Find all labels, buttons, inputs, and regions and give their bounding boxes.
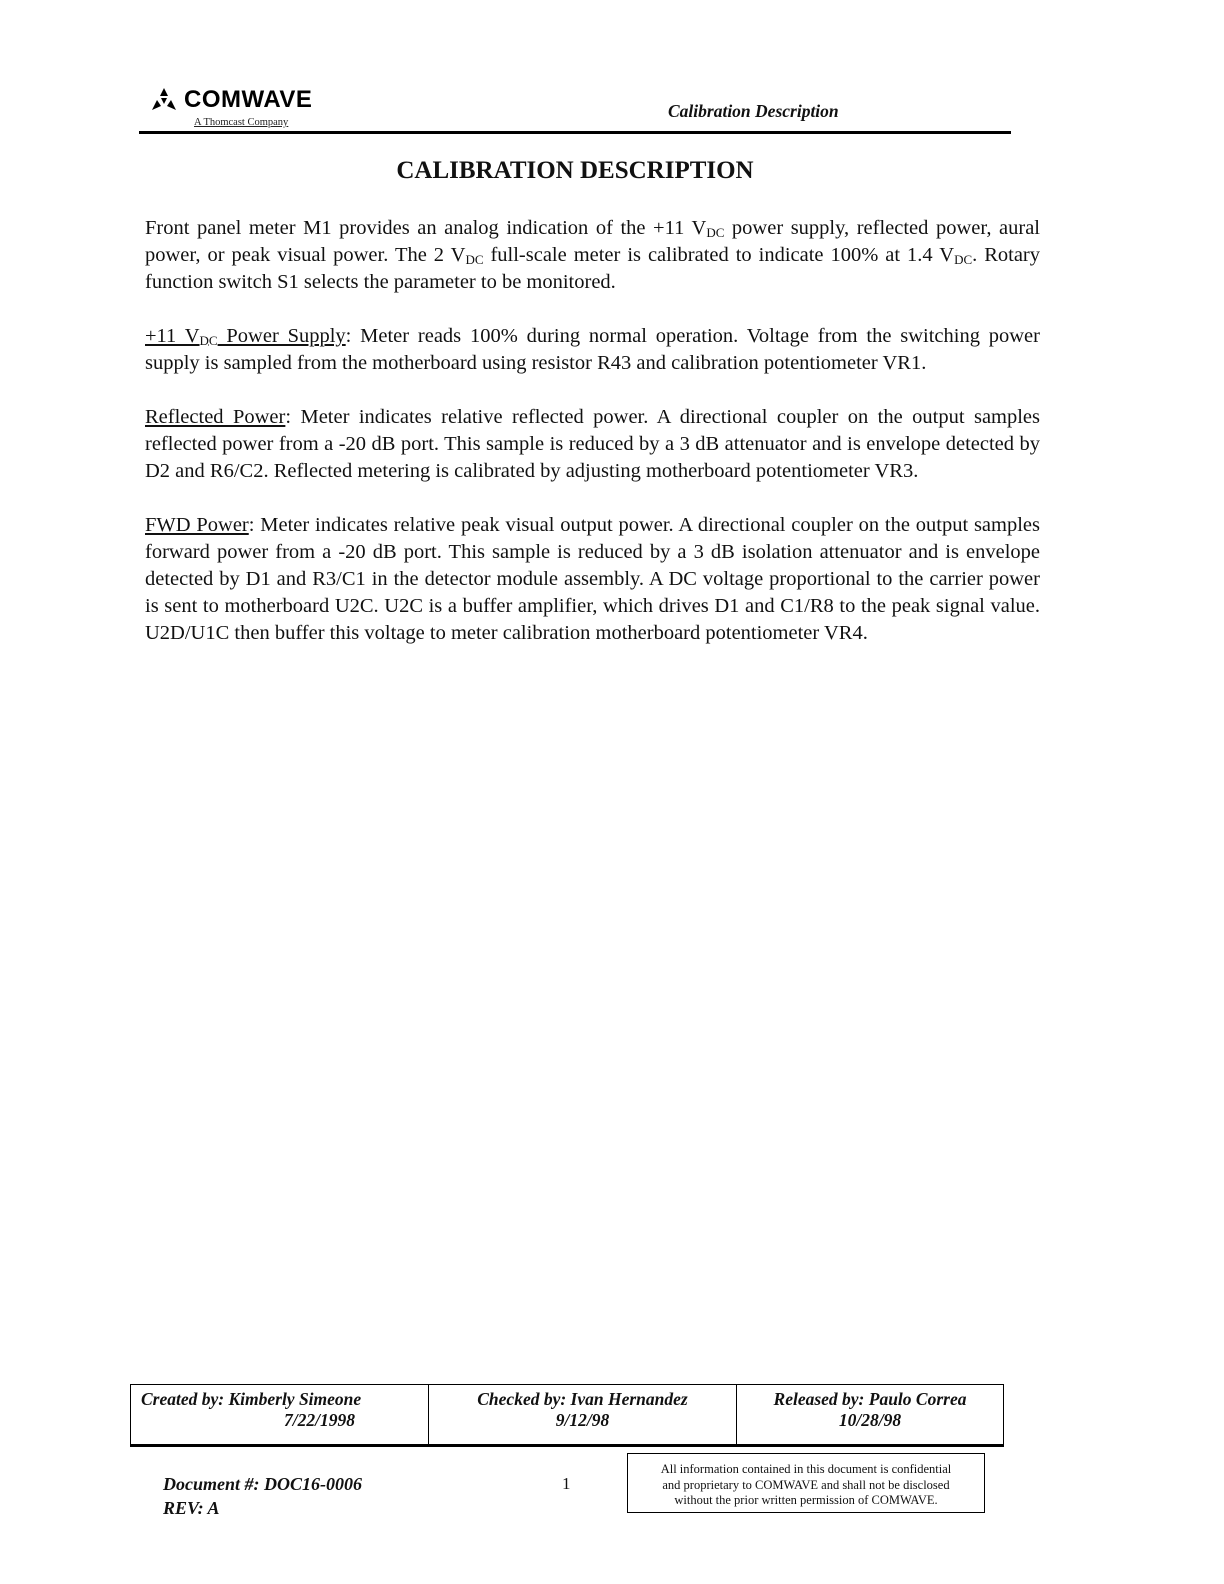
intro-text-2: power supply, reflected power, aural power, or peak visual power. The 2 V: [145, 217, 1040, 266]
supply-paragraph: [145, 323, 1040, 377]
released-by-cell: [736, 1385, 1003, 1444]
supply-heading-b: Power Supply: [217, 325, 346, 347]
created-by-cell: [131, 1385, 428, 1444]
intro-text-1: Front panel meter M1 provides an analog indication of the +11 V: [145, 217, 707, 239]
supply-heading: [145, 325, 346, 347]
reflected-heading: Reflected Power: [145, 406, 286, 428]
intro-text-4: . Rotary function switch S1 selects the parameter to be monitored.: [145, 244, 1041, 293]
checked-date: 9/12/98: [555, 1410, 610, 1430]
reflected-paragraph: [145, 404, 1040, 485]
header-section-title: Calibration Description: [668, 101, 839, 121]
supply-heading-sub: DC: [199, 333, 218, 348]
comwave-logo-icon: [150, 88, 178, 112]
intro-paragraph: [145, 215, 1040, 296]
header-divider: [139, 131, 1011, 134]
intro-sub-1: DC: [706, 225, 725, 240]
notice-line-1: All information contained in this document is confidential: [660, 1462, 952, 1476]
brand-name: COMWAVE: [184, 86, 313, 113]
brand-subtitle: A Thomcast Company: [194, 117, 289, 128]
confidentiality-notice: [627, 1453, 985, 1513]
created-date: 7/22/1998: [284, 1410, 355, 1430]
released-date: 10/28/98: [838, 1410, 902, 1430]
notice-line-3: without the prior written permission of COMWAVE.: [674, 1493, 938, 1507]
page-number: 1: [562, 1474, 571, 1493]
intro-sub-3: DC: [954, 252, 973, 267]
company-logo: [150, 86, 312, 128]
supply-text: : Meter reads 100% during normal operation. Voltage from the switching power supply is sampled from the motherboard using resistor R43 and calibration potentiometer VR1.: [145, 325, 1040, 374]
notice-line-2: and proprietary to COMWAVE and shall not be disclosed: [662, 1477, 950, 1492]
created-by: Created by: Kimberly Simeone: [141, 1389, 362, 1409]
checked-by: Checked by: Ivan Hernandez: [477, 1389, 688, 1409]
document-body: [145, 215, 1040, 674]
fwd-text: : Meter indicates relative peak visual output power. A directional coupler on the output samples forward power from a -20 dB port. This sample is reduced by a 3 dB isolation attenuator and is envelope detected by D1 and R3/C1 in the detector module assembly. A DC voltage proportional to the carrier power is sent to motherboard U2C. U2C is a buffer amplifier, which drives D1 and C1/R8 to the peak signal value. U2D/U1C then buffer this voltage to meter calibration motherboard potentiometer VR4.: [145, 514, 1040, 644]
reflected-text: : Meter indicates relative reflected power. A directional coupler on the output samples reflected power from a -20 dB port. This sample is reduced by a 3 dB attenuator and is envelope detected by D2 and R6/C2. Reflected metering is calibrated by adjusting motherboard potentiometer VR3.: [145, 406, 1041, 482]
document-number: Document #: DOC16-0006: [163, 1474, 362, 1494]
supply-heading-a: +11 V: [145, 325, 200, 347]
intro-sub-2: DC: [465, 252, 484, 267]
fwd-heading: FWD Power: [145, 514, 249, 536]
checked-by-cell: [428, 1385, 736, 1444]
released-by: Released by: Paulo Correa: [773, 1389, 967, 1409]
revision: REV: A: [163, 1498, 220, 1518]
intro-text-3: full-scale meter is calibrated to indicate 100% at 1.4 V: [483, 244, 955, 266]
fwd-paragraph: [145, 512, 1040, 647]
document-info: [163, 1472, 362, 1520]
page-title: CALIBRATION DESCRIPTION: [396, 157, 754, 184]
approval-table: [130, 1384, 1004, 1447]
